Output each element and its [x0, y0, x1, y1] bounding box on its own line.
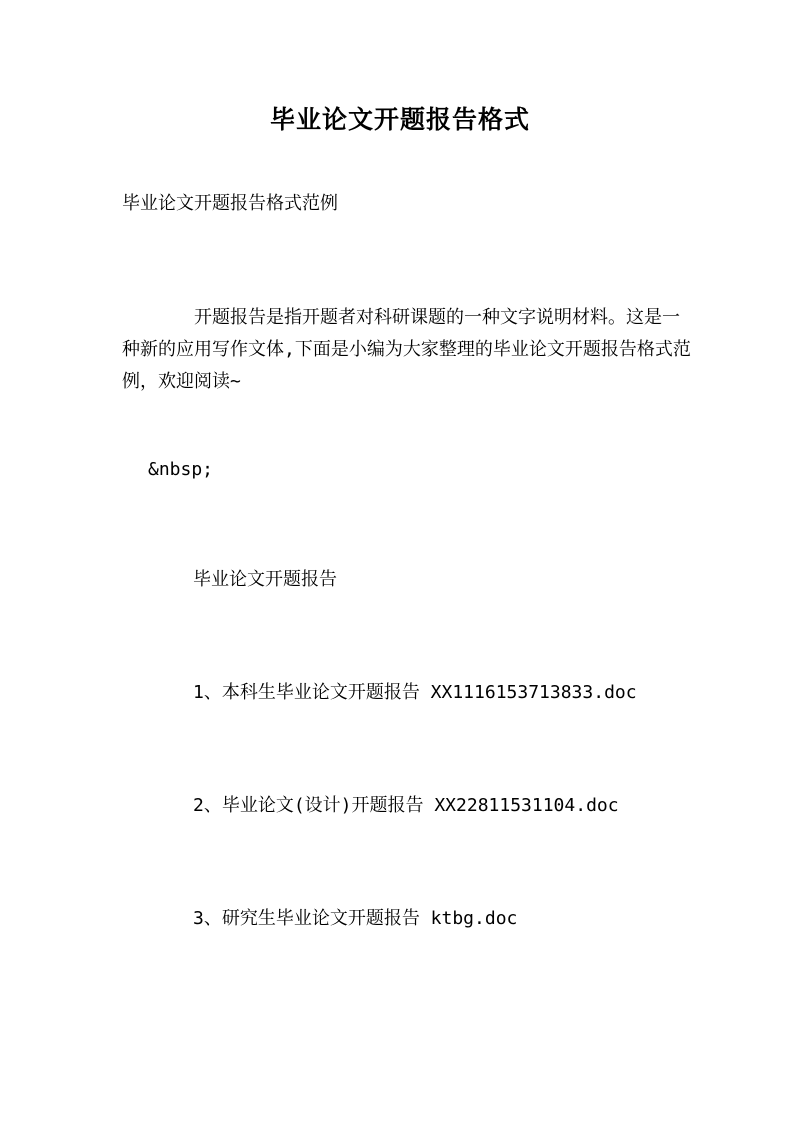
document-title: 毕业论文开题报告格式 [269, 105, 530, 134]
intro-paragraph: 开题报告是指开题者对科研课题的一种文字说明材料。这是一种新的应用写作文体,下面是小编为大家整理的毕业论文开题报告格式范例，欢迎阅读~ [122, 307, 691, 392]
literal-nbsp-text: &nbsp; [148, 459, 214, 480]
document-subtitle: 毕业论文开题报告格式范例 [122, 193, 338, 214]
file-list-item: 3、研究生毕业论文开题报告 ktbg.doc [193, 908, 518, 929]
section-heading: 毕业论文开题报告 [193, 569, 337, 590]
file-list-item: 2、毕业论文(设计)开题报告 XX22811531104.doc [193, 795, 619, 816]
file-list-item: 1、本科生毕业论文开题报告 XX1116153713833.doc [193, 682, 637, 703]
